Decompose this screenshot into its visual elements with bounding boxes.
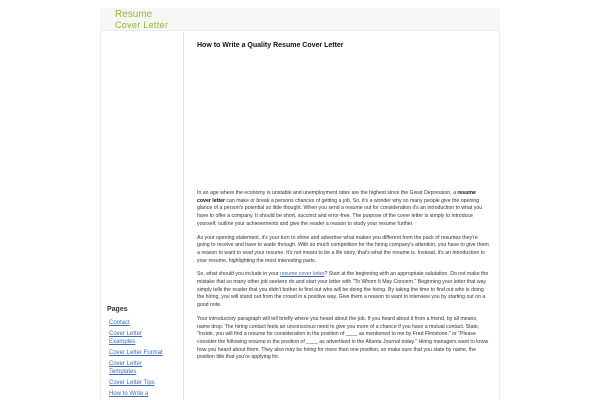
p3-text-a: So, what should you include in your [197,271,281,278]
sidebar-link[interactable]: Cover Letter Templates [109,361,143,375]
resume-cover-letter-link[interactable]: resume cover letter [280,271,325,278]
site-logo[interactable] [115,10,185,30]
logo-line-2[interactable]: Cover Letter [115,20,169,30]
sidebar-link[interactable]: Cover Letter Format [109,350,163,356]
sidebar-link[interactable]: Contact [109,320,130,326]
sidebar-link[interactable]: How to Write a [109,391,149,397]
article-paragraph-2: As your opening statement, it's your turn to shine and advertise what makes you different from the pack of resumes they're going to receive and have to wade through. With so much competition for the hiring company's attention, you have to give them a reason to want to read your resume. It's not meant to be a life story, that's what the resume is. Instead, it's an introduction to your resume, highlighting the most interesting parts. [197,234,489,264]
p1-bold: resume cover letter [197,190,476,204]
sidebar-item-contact[interactable] [109,319,169,327]
article-paragraph-4: Your introductory paragraph will tell briefly where you heard about the job. If you heard about it from a friend, by all means, name drop. The hiring contact feels an unconscious need to give you more of a chance if you have a mutual contact. State, "Inside, you will find a resume for consideration in the position of ____ as mentioned to me by Fred Flintstone." or "Please consider the following resume in the position of ____ as advertised in the Atlanta Journal today." Hiring managers want to know how you heard about them. They also may be hiring for more than one position, so make sure that you state by name, the position title that you're applying for. [197,315,489,361]
sidebar-item-cover-letter-tips[interactable] [109,379,169,387]
article-title: How to Write a Quality Resume Cover Letter [197,42,344,49]
page-background-left [0,0,100,400]
sidebar-link[interactable]: Cover Letter Examples [109,331,143,345]
sidebar [100,32,184,400]
p1-text-b: can make or break a persons chances of getting a job. So, it's a wonder why so many people give the opening glance of a person's potential so little thought. When you send a resume out for consideration it's an introduction to what you have to offer a company. It should be short, succinct and error-free. The purpose of the cover letter is simply to introduce yourself, outline your achievements and give the reader a reason to study your resume further. [197,197,483,227]
main-content [184,32,500,400]
sidebar-item-cover-letter-templates[interactable] [109,360,169,376]
sidebar-heading: Pages [107,306,128,313]
sidebar-item-how-to-write[interactable] [109,390,169,398]
article-paragraph-1 [197,190,489,229]
article-paragraph-3 [197,271,489,310]
article-body [197,190,489,368]
p1-text-a: In an age where the economy is unstable and unemployment rates are the highest since the Great Depression, a [197,190,458,196]
sidebar-pages-list [109,319,169,400]
p3-text-b: ? Start at the beginning with an appropriate salutation. Do not make the mistake that so many other job seekers do and start your letter with "To Whom It May Concern." Beginning your letter that way simply tells the reader that you didn't bother to find out who will be doing the hiring. By taking the time to find out who is doing the hiring, you will stand out from the crowd in a positive way. Give them a reason to want to interview you by starting out on a good note. [197,271,489,309]
sidebar-item-cover-letter-format[interactable] [109,349,169,357]
logo-line-1[interactable]: Resume [115,9,153,20]
page-background-right [500,0,600,400]
sidebar-link[interactable]: Cover Letter Tips [109,380,155,386]
sidebar-item-cover-letter-examples[interactable] [109,330,169,346]
